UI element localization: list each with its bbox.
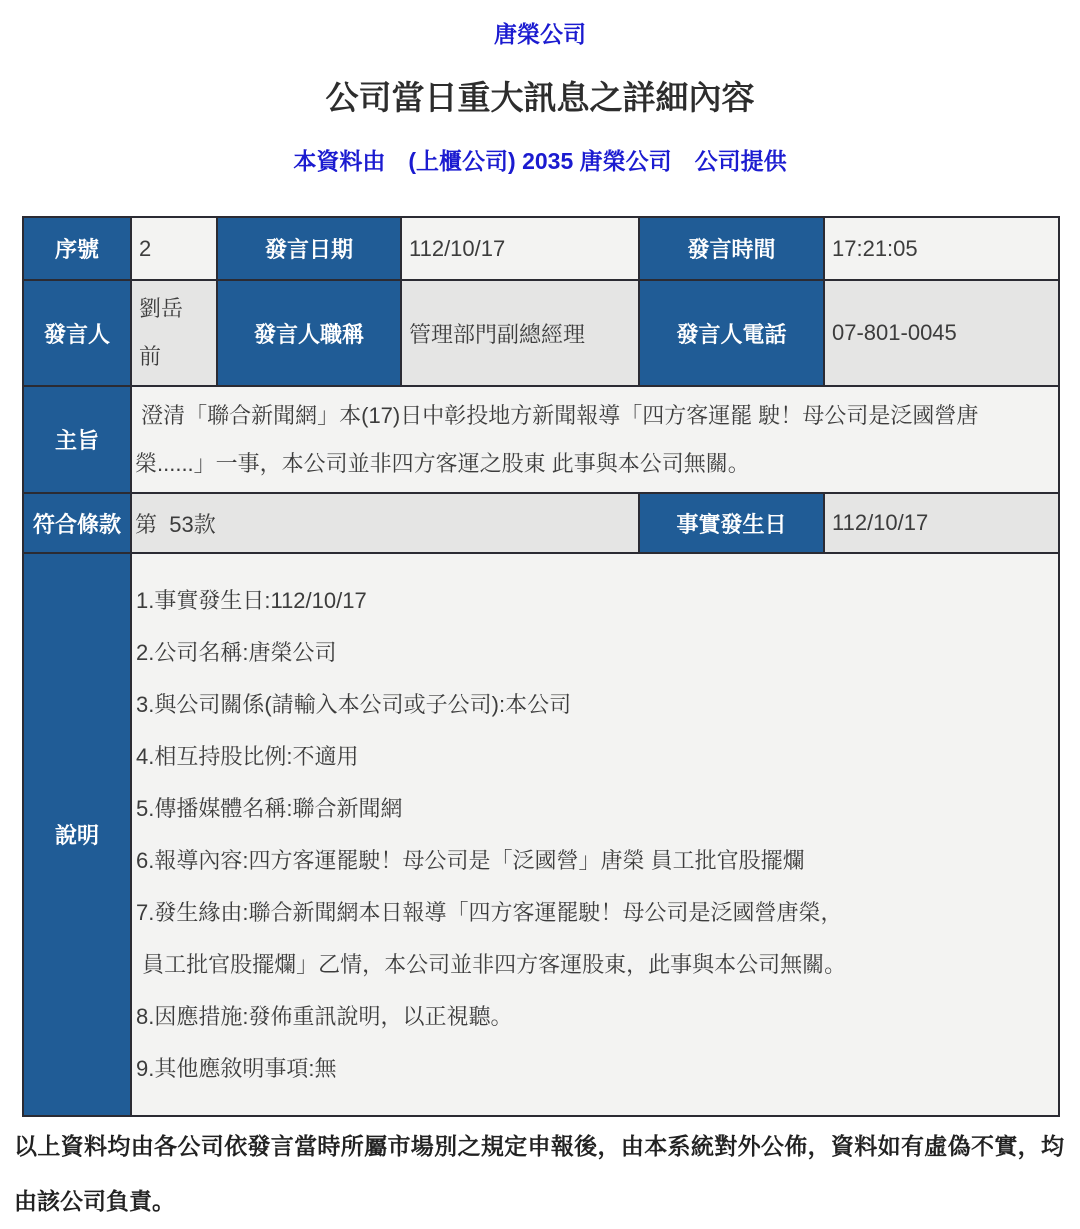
seq-value: 2: [131, 217, 217, 280]
speaker-title-value: 管理部門副總經理: [401, 280, 639, 386]
description-line: 員工批官股擺爛」乙情，本公司並非四方客運股東，此事與本公司無關。: [136, 951, 847, 977]
speaker-title-header: 發言人職稱: [217, 280, 401, 386]
description-line: 1.事實發生日:112/10/17: [136, 587, 367, 613]
clause-value: 第 53款: [131, 493, 639, 553]
speaker-header: 發言人: [23, 280, 131, 386]
company-name: 唐榮公司: [494, 21, 586, 47]
description-line: 2.公司名稱:唐榮公司: [136, 639, 337, 665]
speak-date-header: 發言日期: [217, 217, 401, 280]
seq-header: 序號: [23, 217, 131, 280]
speak-date-value: 112/10/17: [401, 217, 639, 280]
speaker-phone-value: 07-801-0045: [824, 280, 1059, 386]
description-line: 6.報導內容:四方客運罷駛！母公司是「泛國營」唐榮 員工批官股擺爛: [136, 847, 805, 873]
data-source-subtitle: 本資料由 (上櫃公司) 2035 唐榮公司 公司提供: [293, 148, 787, 174]
speak-time-header: 發言時間: [639, 217, 824, 280]
fact-date-header: 事實發生日: [639, 493, 824, 553]
description-line: 8.因應措施:發佈重訊說明，以正視聽。: [136, 1003, 513, 1029]
table-row-clause: [23, 493, 1059, 553]
disclaimer-footer: 以上資料均由各公司依發言當時所屬市場別之規定申報後，由本系統對外公佈，資料如有虛偽不實，均由該公司負責。: [14, 1133, 1064, 1214]
subject-header: 主旨: [23, 386, 131, 493]
speaker-value: 劉岳前: [131, 280, 217, 386]
description-value: [131, 553, 1059, 1116]
fact-date-value: 112/10/17: [824, 493, 1059, 553]
table-row-speaker: [23, 280, 1059, 386]
description-line: 7.發生緣由:聯合新聞網本日報導「四方客運罷駛！母公司是泛國營唐榮，: [136, 899, 843, 925]
table-row-description: [23, 553, 1059, 1116]
table-row-seq-date-time: [23, 217, 1059, 280]
table-row-subject: [23, 386, 1059, 493]
announcement-detail-table: [22, 216, 1060, 1117]
description-line: 3.與公司關係(請輸入本公司或子公司):本公司: [136, 691, 572, 717]
speak-time-value: 17:21:05: [824, 217, 1059, 280]
description-line: 9.其他應敘明事項:無: [136, 1055, 337, 1081]
subject-value: 澄清「聯合新聞網」本(17)日中彰投地方新聞報導「四方客運罷 駛！母公司是泛國營唐榮......」一事，本公司並非四方客運之股東 此事與本公司無關。: [131, 386, 1059, 493]
clause-header: 符合條款: [23, 493, 131, 553]
description-line: 4.相互持股比例:不適用: [136, 743, 359, 769]
speaker-phone-header: 發言人電話: [639, 280, 824, 386]
description-line: 5.傳播媒體名稱:聯合新聞網: [136, 795, 403, 821]
description-header: 說明: [23, 553, 131, 1116]
page-title: 公司當日重大訊息之詳細內容: [325, 79, 755, 116]
